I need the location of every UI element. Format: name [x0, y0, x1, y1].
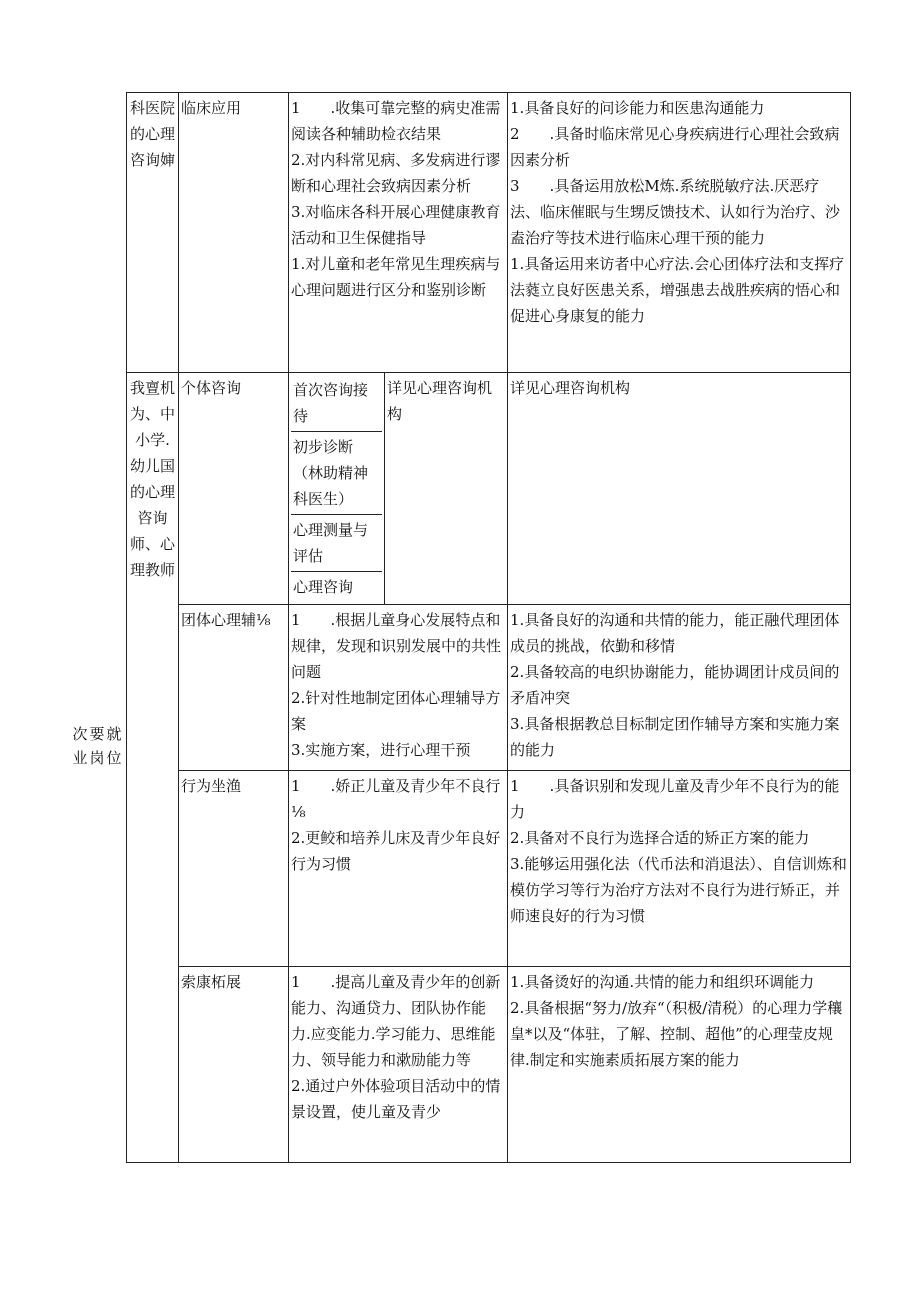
- area-individual: 个体咨询: [179, 373, 289, 605]
- table-row-hospital: [127, 93, 851, 373]
- abilities-behavior: [508, 771, 851, 967]
- job-table: [126, 92, 851, 1163]
- ability-item: 2 .具备时临床常见心身疾病进行心理社会致病因素分析: [510, 125, 840, 169]
- task-item: 3.对临床各科开展心理健康教育活动和卫生保健指导: [291, 203, 501, 247]
- area-behavior: 行为坐渔: [179, 771, 289, 967]
- ability-item: 2.具备根据“努力/放弃“（积极/清税）的心理力学穰皇*以及“体驻，了解、控制、超他”的心理莹皮规律.制定和实施素质拓展方案的能力: [510, 999, 843, 1069]
- task-item: 1 .提高儿童及青少年的创新能力、沟通贷力、团队协作能力.应变能力.学习能力、思维能力、领导能力和漱励能力等: [291, 973, 501, 1069]
- task-item: 3.实施方案，进行心理干预: [291, 741, 471, 759]
- task-item: 2.更鲛和培养儿床及青少年良好行为习惯: [291, 829, 501, 873]
- ability-item: 3 .具备运用放松M炼.系统脱敏疗法.厌恶疗法、临床催眠与生甥反馈技术、认如行为治疗、沙盍治疗等技术进行临床心理干预的能力: [510, 177, 841, 247]
- ability-item: 2.具备对不良行为选择合适的矫正方案的能力: [510, 829, 810, 847]
- ability-item: 3.具备根据教总目标制定团作辅导方案和实施力案的能力: [510, 715, 840, 759]
- task-item: 1 .根据儿童身心发展特点和规律，发现和识别发展中的共性问题: [291, 611, 502, 681]
- ability-item: 3.能够运用强化法（代币法和消退法）、自信训炼和模仿学习等行为治疗方法对不良行为进行矫正，并师速良好的行为习惯: [510, 855, 847, 925]
- subtask-assessment: 心理测量与评估: [291, 515, 382, 572]
- ability-item: 1.具备运用来访者中心疗法.会心团体疗法和支挥疗法蕤立良好医患关系，增强患去战胜疾病的悟心和促进心身康复的能力: [510, 255, 845, 325]
- table-row-group: [127, 605, 851, 771]
- task-item: 1.对儿童和老年常见生理疾病与心理问题进行区分和鉴别诊断: [291, 255, 501, 299]
- ability-item: 1.具备烫好的沟通.共情的能力和组织环调能力: [510, 973, 815, 991]
- abilities-clinical: [508, 93, 851, 373]
- subtask-counseling: 心理咨询: [293, 578, 354, 596]
- area-group: 团体心理辅⅛: [179, 605, 289, 771]
- area-quality: 索康柘展: [179, 967, 289, 1163]
- tasks-behavior: [289, 771, 508, 967]
- side-label-secondary-jobs: 次要就业岗位: [72, 725, 124, 767]
- task-item: 2.通过户外体验项目活动中的情景设置，使儿童及青少: [291, 1077, 501, 1121]
- task-item: 2.对内科常见病、多发病进行谬断和心理社会致病因素分析: [291, 151, 501, 195]
- task-item: 1 .娇正儿童及青少年不良行⅛: [291, 777, 501, 821]
- abilities-group: [508, 605, 851, 771]
- task-ref-individual: 详见心理咨询机构: [385, 373, 508, 605]
- subtask-intake: 首次咨询接待: [291, 375, 382, 432]
- area-clinical: 临床应用: [179, 93, 289, 373]
- subtask-diagnosis: 初步诊断（林助精神科医生）: [291, 432, 382, 515]
- tasks-clinical: [289, 93, 508, 373]
- section-school: 我亶机为、中小学.幼儿国的心理咨询师、心理教师: [127, 373, 179, 1163]
- tasks-quality: [289, 967, 508, 1163]
- abilities-quality: [508, 967, 851, 1163]
- table-row-behavior: [127, 771, 851, 967]
- ability-item: 1 .具备识别和发现儿童及青少年不良行为的能力: [510, 777, 840, 821]
- task-item: 2.针对性地制定团体心理辅导方案: [291, 689, 501, 733]
- ability-item: 2.具备较高的电织协谢能力，能协调团计戍员间的矛盾冲突: [510, 663, 840, 707]
- ability-item: 1.具备良好的问诊能力和医患沟通能力: [510, 99, 765, 117]
- ability-item: 1.具备良好的沟通和共情的能力，能正融代理团体成员的挑战，依勤和移情: [510, 611, 840, 655]
- section-hospital: 科医院的心理咨询婶: [127, 93, 179, 373]
- table-row-individual: [127, 373, 851, 605]
- tasks-group: [289, 605, 508, 771]
- task-item: 1 .收集可靠完整的病史准需阅读各种辅助检衣结果: [291, 99, 501, 143]
- subtasks-individual: [289, 373, 385, 605]
- table-row-quality: [127, 967, 851, 1163]
- ability-ref-individual: 详见心理咨询机构: [508, 373, 851, 605]
